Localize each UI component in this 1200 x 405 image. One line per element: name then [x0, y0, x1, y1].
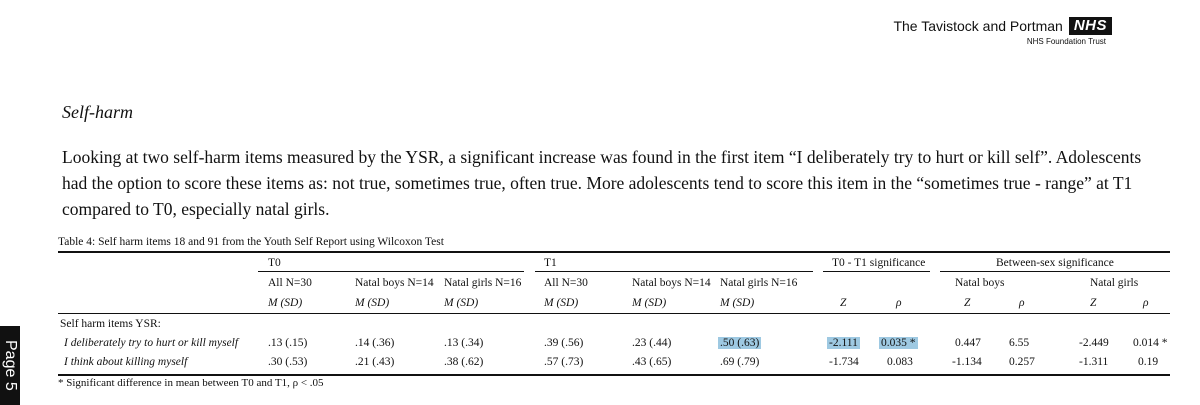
stat-header-msd: M (SD): [720, 297, 755, 309]
subheader-t0-boys: Natal boys N=14: [355, 277, 434, 289]
stat-header-z: Z: [840, 297, 847, 309]
body-paragraph: Looking at two self-harm items measured by the YSR, a significant increase was found in the first item “I deliberately try to hurt or kill self”. Adolescents had the option to score these items as: not true, sometimes true, often true. More adolescents tend to score this item in the “sometimes true - range” at T1 compared to T0, especially natal girls.: [62, 147, 1142, 219]
cell-t1-girls: .69 (.79): [720, 356, 760, 368]
cell-girls-p: 0.014 *: [1133, 337, 1168, 349]
row-label: I think about killing myself: [64, 356, 188, 368]
header-t0-t1-significance: T0 - T1 significance: [832, 257, 926, 269]
between-underline: [940, 271, 1170, 272]
subheader-t1-girls: Natal girls N=16: [720, 277, 798, 289]
cell-boys-z: -1.134: [952, 356, 982, 368]
table-footnote: * Significant difference in mean between T0 and T1, ρ < .05: [58, 377, 324, 389]
stat-header-p: ρ: [1019, 297, 1025, 309]
stat-header-z: Z: [1090, 297, 1097, 309]
trust-logo: [893, 17, 1112, 46]
subheader-between-girls: Natal girls: [1090, 277, 1139, 289]
trust-name: NHS Foundation Trust: [1026, 37, 1106, 46]
table-caption: Table 4: Self harm items 18 and 91 from the Youth Self Report using Wilcoxon Test: [58, 236, 444, 248]
table-bottom-rule: [58, 374, 1170, 376]
cell-t0-all: .30 (.53): [268, 356, 308, 368]
cell-t0-all: .13 (.15): [268, 337, 308, 349]
t1-underline: [535, 271, 813, 272]
row-label: I deliberately try to hurt or kill myself: [64, 337, 239, 349]
header-t1: T1: [544, 257, 557, 269]
cell-boys-p: 0.257: [1009, 356, 1035, 368]
stat-header-p: ρ: [896, 297, 902, 309]
page-number-tab: [0, 326, 20, 405]
cell-t1-all: .57 (.73): [544, 356, 584, 368]
table-top-rule: [58, 251, 1170, 253]
cell-sig-z-highlighted: -2.111: [829, 337, 858, 349]
subheader-t1-all: All N=30: [544, 277, 588, 289]
subheader-t0-girls: Natal girls N=16: [444, 277, 522, 289]
cell-t0-boys: .21 (.43): [355, 356, 395, 368]
stat-header-msd: M (SD): [544, 297, 579, 309]
cell-girls-z: -2.449: [1079, 337, 1109, 349]
cell-boys-z: 0.447: [955, 337, 981, 349]
cell-t1-boys: .43 (.65): [632, 356, 672, 368]
cell-sig-p-highlighted: 0.035 *: [881, 337, 916, 349]
subheader-t0-all: All N=30: [268, 277, 312, 289]
cell-sig-p: 0.083: [887, 356, 913, 368]
org-name: The Tavistock and Portman: [893, 18, 1063, 34]
cell-t0-boys: .14 (.36): [355, 337, 395, 349]
stat-header-z: Z: [964, 297, 971, 309]
header-between-sex: Between-sex significance: [996, 257, 1114, 269]
group-label: Self harm items YSR:: [60, 318, 161, 330]
stat-header-msd: M (SD): [355, 297, 390, 309]
cell-t1-boys: .23 (.44): [632, 337, 672, 349]
header-bottom-rule: [58, 313, 1170, 314]
subheader-t1-boys: Natal boys N=14: [632, 277, 711, 289]
stat-header-msd: M (SD): [444, 297, 479, 309]
cell-t0-girls: .38 (.62): [444, 356, 484, 368]
stat-header-p: ρ: [1143, 297, 1149, 309]
cell-t1-girls-highlighted: .50 (.63): [720, 337, 760, 349]
cell-sig-z: -1.734: [829, 356, 859, 368]
cell-t0-girls: .13 (.34): [444, 337, 484, 349]
stat-header-msd: M (SD): [268, 297, 303, 309]
nhs-logo: NHS: [1069, 17, 1112, 35]
cell-girls-z: -1.311: [1079, 356, 1109, 368]
section-title: Self-harm: [62, 102, 133, 122]
t0-underline: [258, 271, 524, 272]
stat-header-msd: M (SD): [632, 297, 667, 309]
cell-boys-p: 6.55: [1009, 337, 1030, 349]
sig-underline: [823, 271, 930, 272]
subheader-between-boys: Natal boys: [955, 277, 1005, 289]
header-t0: T0: [268, 257, 281, 269]
cell-t1-all: .39 (.56): [544, 337, 584, 349]
page-number: Page 5: [2, 340, 19, 391]
cell-girls-p: 0.19: [1138, 356, 1159, 368]
